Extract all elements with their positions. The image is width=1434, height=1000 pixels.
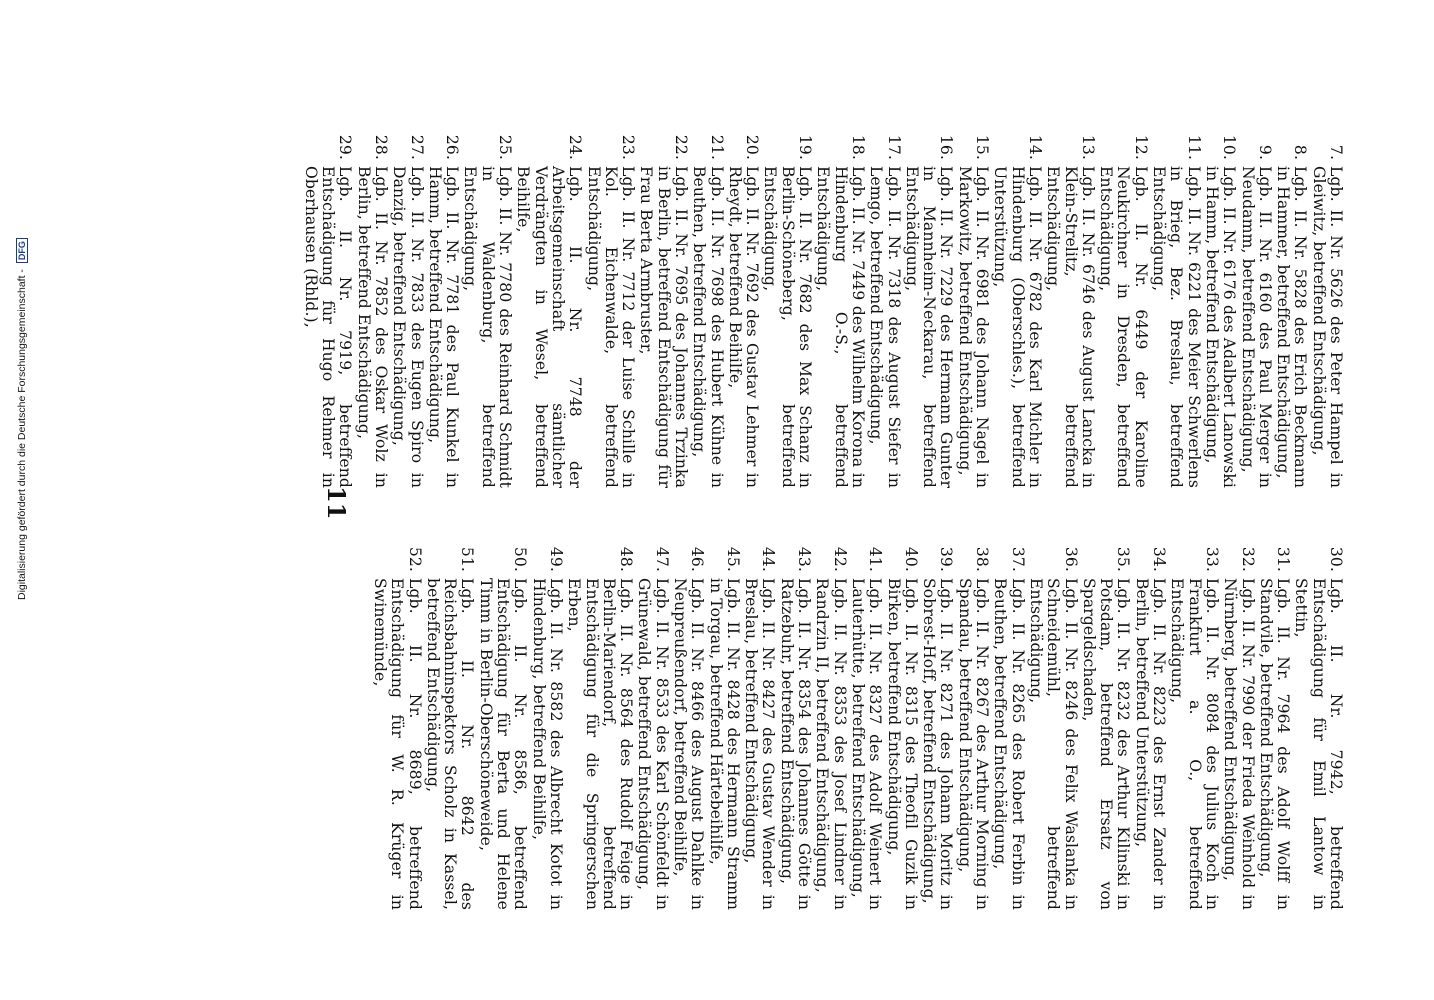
list-item (1221, 540, 1256, 910)
item-text: Lgb. II. Nr. 8315 des Theofil Guzik in Birken, betreffend Entschädigung, (884, 578, 920, 910)
item-text: Lgb. II. Nr. 8223 des Ernst Zander in Berlin, betreffend Unterstützung, (1132, 578, 1169, 910)
list-item (1080, 540, 1132, 910)
list-item (514, 128, 583, 488)
list-item (1203, 128, 1238, 488)
item-text: Lgb. II. Nr. 7712 der Luise Schille in Kol. Eichenwalde, betreffend Entschädigung, (584, 166, 638, 488)
list-item (1027, 540, 1079, 910)
item-number: 29. (336, 134, 355, 160)
list-item (778, 540, 813, 910)
item-number: 9. (1255, 144, 1274, 160)
item-text: Lgb. II. Nr. 5828 des Erich Beckmann in Hammer, betreffend Entschädigung, (1274, 166, 1310, 488)
item-text: Lgb. II. Nr. 8533 des Karl Schönfeldt in Grünewald, betreffend Entschädigung, (635, 578, 671, 910)
item-text: Lgb. II. Nr. 8427 des Gustav Wender in Breslau, betreffend Entschädigung, (742, 578, 778, 910)
item-number: 43. (795, 546, 814, 572)
item-text: Lgb. II. Nr. 7780 des Reinhard Schmidt in Waldenburg, betreffend Entschädigung, (461, 166, 515, 488)
item-number: 26. (443, 134, 462, 160)
list-item (371, 540, 423, 910)
item-text: Lgb. II. Nr. 7695 des Johannes Trzinka in Berlin, betreffend Entschädigung für Frau Berta Armbruster, (637, 166, 691, 488)
list-item (1150, 128, 1202, 488)
item-number: 8. (1291, 144, 1310, 160)
item-number: 19. (796, 134, 815, 160)
item-number: 42. (830, 546, 849, 572)
item-text: Lgb. II. Nr. 8642 des Reichsbahninspektors Scholz in Kassel, betreffend Entschädigung, (423, 578, 477, 910)
item-number: 51. (458, 546, 477, 572)
list-item (584, 128, 636, 488)
right-column (370, 540, 1344, 910)
list-item (867, 128, 902, 488)
item-text: Lgb. II. Nr. 7748 der Arbeitsgemeinschaft sämtlicher Verdrängten in Wesel, betreffend Beihilfe, (514, 166, 585, 488)
item-number: 38. (973, 546, 992, 572)
item-text: Lgb. II. Nr. 8564 des Rudolf Feige in Berlin-Mariendorf, betreffend Entschädigung für die Springerschen Erben, (565, 578, 636, 910)
item-text: Lgb. II. Nr. 6221 des Meier Schwerlens in Brieg, Bez. Breslau, betreffend Entschädigung, (1150, 166, 1203, 488)
item-text: Lgb. II. Nr. 7682 des Max Schanz in Berlin-Schöneberg, betreffend Entschädigung, (761, 166, 815, 488)
item-number: 27. (407, 134, 426, 160)
credit-text: Digitalisierung gefördert durch die Deutsche Forschungsgemeinschaft - (16, 269, 28, 600)
item-text: Lgb. II. Nr. 6782 des Karl Michler in Hindenburg (Oberschles.), betreffend Unterstützung, (991, 166, 1044, 488)
item-number: 22. (672, 134, 691, 160)
item-number: 23. (619, 134, 638, 160)
item-text: Lgb. II. Nr. 7833 des Eugen Spiro in Danzig, betreffend Entschädigung, (390, 166, 426, 488)
item-number: 40. (901, 546, 920, 572)
item-text: Lgb. II. Nr. 7229 des Hermann Gunter in Mannheim-Neckarau, betreffend Entschädigung, (902, 166, 956, 488)
item-text: Lgb. II. Nr. 7449 des Wilhelm Korona in Hindenburg O.-S., betreffend Entschädigung, (814, 166, 867, 488)
item-text: Lgb. II. Nr. 8271 des Johann Moritz in Sobrest-Hoff, betreffend Entschädigung, (920, 578, 956, 910)
item-text: Lgb. II. Nr. 8353 des Josef Lindner in Randrzin II, betreffend Entschädigung, (813, 578, 849, 910)
item-text: Lgb. II. Nr. 7990 der Frieda Weinhold in Nürnberg, betreffend Entschädigung, (1221, 578, 1257, 910)
item-number: 20. (743, 134, 762, 160)
list-item (991, 540, 1026, 910)
list-item (565, 540, 634, 910)
list-item (955, 540, 990, 910)
item-number: 21. (707, 134, 726, 160)
list-item (1309, 128, 1344, 488)
item-number: 32. (1238, 546, 1257, 572)
item-number: 52. (405, 546, 424, 572)
list-item (991, 128, 1043, 488)
list-item (635, 540, 670, 910)
item-text: Lgb. II. Nr. 8267 des Arthur Morning in Spandau, betreffend Entschädigung, (955, 578, 992, 910)
list-item (301, 128, 353, 488)
item-text: Lgb. II. Nr. 6160 des Paul Merger in Neudamm, betreffend Entschädigung, (1238, 166, 1274, 488)
list-item (903, 128, 955, 488)
list-item (849, 540, 884, 910)
item-text: Lgb. II. Nr. 7919, betreffend Entschädigung für Hugo Rehmer in Oberhausen (Rhld.), (301, 166, 355, 488)
item-text: Lgb. II. Nr. 8265 des Robert Ferbin in Beuthen, betreffend Entschädigung, (991, 578, 1027, 910)
item-text: Lgb. II. Nr. 8428 des Hermann Stramm in Torgau, betreffend Härtebeihilfe, (706, 578, 742, 910)
item-number: 46. (688, 546, 707, 572)
list-item (884, 540, 919, 910)
list-item (1292, 540, 1344, 910)
item-text: Lgb. II. Nr. 7852 des Oskar Wolz in Berlin, betreffend Entschädigung, (354, 166, 390, 488)
list-item (1274, 128, 1309, 488)
item-text: Lgb. II. Nr. 8466 des August Dahlke in Neupreußendorf, betreffend Beihilfe, (671, 578, 707, 910)
item-text: Lgb. II. Nr. 8232 des Arthur Kilinski in Potsdam, betreffend Ersatz von Spargeldschaden, (1079, 578, 1133, 910)
item-text: Lgb. II. Nr. 8354 des Johannes Götte in Ratzebuhr, betreffend Entschädigung, (777, 578, 814, 910)
item-text: Lgb. II. Nr. 6449 der Karoline Neukirchner in Dresden, betreffend Entschädigung, (1097, 166, 1150, 488)
list-item (461, 128, 513, 488)
list-item (706, 540, 741, 910)
item-text: Lgb. II. Nr. 6746 des August Lancka in Klein-Strelitz, betreffend Entschädigung, (1044, 166, 1097, 488)
item-number: 28. (371, 134, 390, 160)
list-item (761, 128, 813, 488)
list-item (1238, 128, 1273, 488)
item-number: 15. (973, 134, 992, 160)
item-number: 24. (566, 134, 585, 160)
item-text: Lgb. II. Nr. 7964 des Adolf Wolff in Standvile, betreffend Entschädigung, (1256, 578, 1293, 910)
item-text: Lgb. II. Nr. 7698 des Hubert Kühne in Beuthen, betreffend Entschädigung, (690, 166, 726, 488)
list-item (390, 128, 425, 488)
item-number: 30. (1327, 546, 1345, 572)
list-item (1132, 540, 1167, 910)
item-number: 14. (1025, 134, 1044, 160)
item-text: Lgb. II. Nr. 8327 des Adolf Weinert in Lauterhütte, betreffend Entschädigung, (848, 578, 885, 910)
list-item (690, 128, 725, 488)
item-number: 13. (1078, 134, 1097, 160)
item-text: Lgb. II. Nr. 6176 des Adalbert Lanowski in Hamm, betreffend Entschädigung, (1202, 166, 1239, 488)
item-number: 50. (511, 546, 530, 572)
left-column (300, 128, 1344, 488)
list-item (476, 540, 528, 910)
list-item (955, 128, 990, 488)
item-number: 12. (1131, 134, 1150, 160)
item-number: 41. (866, 546, 885, 572)
dfg-logo: DFG (16, 238, 28, 263)
list-item (637, 128, 689, 488)
list-item (426, 128, 461, 488)
item-text: Lgb. II. Nr. 7318 des August Siefer in Lemgo, betreffend Entschädigung, (867, 166, 903, 488)
item-number: 36. (1061, 546, 1080, 572)
list-item (814, 128, 866, 488)
item-number: 10. (1220, 134, 1239, 160)
list-item (742, 540, 777, 910)
item-number: 11. (1184, 134, 1203, 160)
item-text: Lgb. II. Nr. 7942, betreffend Entschädigung für Emil Lantow in Stettin, (1292, 578, 1345, 910)
item-number: 35. (1114, 546, 1133, 572)
item-number: 44. (759, 546, 778, 572)
item-number: 25. (496, 134, 515, 160)
digitization-credit (16, 200, 28, 600)
item-text: Lgb. II. Nr. 7781 des Paul Kunkel in Hamm, betreffend Entschädigung, (425, 166, 462, 488)
item-number: 34. (1150, 546, 1169, 572)
item-number: 39. (937, 546, 956, 572)
list-item (1097, 128, 1149, 488)
list-item (1168, 540, 1220, 910)
list-item (726, 128, 761, 488)
item-number: 31. (1274, 546, 1293, 572)
item-number: 45. (723, 546, 742, 572)
item-number: 17. (884, 134, 903, 160)
item-text: Lgb. II. Nr. 5626 des Peter Hampel in Gleiwitz, betreffend Entschädigung, (1309, 166, 1345, 488)
item-text: Lgb. II. Nr. 8246 des Felix Waslanka in Schneidemühl, betreffend Entschädigung, (1026, 578, 1080, 910)
list-item (529, 540, 564, 910)
item-text: Lgb. II. Nr. 6981 des Johann Nagel in Markowitz, betreffend Entschädigung, (955, 166, 992, 488)
item-number: 18. (848, 134, 867, 160)
page-number: 11 (322, 486, 351, 520)
list-item (1257, 540, 1292, 910)
item-number: 16. (937, 134, 956, 160)
item-number: 48. (617, 546, 636, 572)
item-number: 47. (652, 546, 671, 572)
list-item (354, 128, 389, 488)
item-text: Lgb. II. Nr. 8084 des Julius Koch in Frankfurt a. O., betreffend Entschädigung, (1168, 578, 1221, 910)
list-item (424, 540, 476, 910)
item-number: 37. (1008, 546, 1027, 572)
item-text: Lgb. II. Nr. 8689, betreffend Entschädigung für W. R. Krüger in Swinemünde, (370, 578, 424, 910)
item-number: 49. (546, 546, 565, 572)
item-number: 7. (1327, 144, 1345, 160)
list-item (1044, 128, 1096, 488)
item-text: Lgb. II. Nr. 7692 des Gustav Lehmer in Rheydt, betreffend Beihilfe, (725, 166, 762, 488)
item-text: Lgb. II. Nr. 8586, betreffend Entschädigung für Berta und Helene Timm in Berlin-Oberschöneweide, (476, 578, 530, 910)
list-item (671, 540, 706, 910)
list-item (920, 540, 955, 910)
item-text: Lgb. II. Nr. 8582 des Albrecht Kotot in Hindenburg, betreffend Beihilfe, (529, 578, 565, 910)
list-item (813, 540, 848, 910)
item-number: 33. (1202, 546, 1221, 572)
